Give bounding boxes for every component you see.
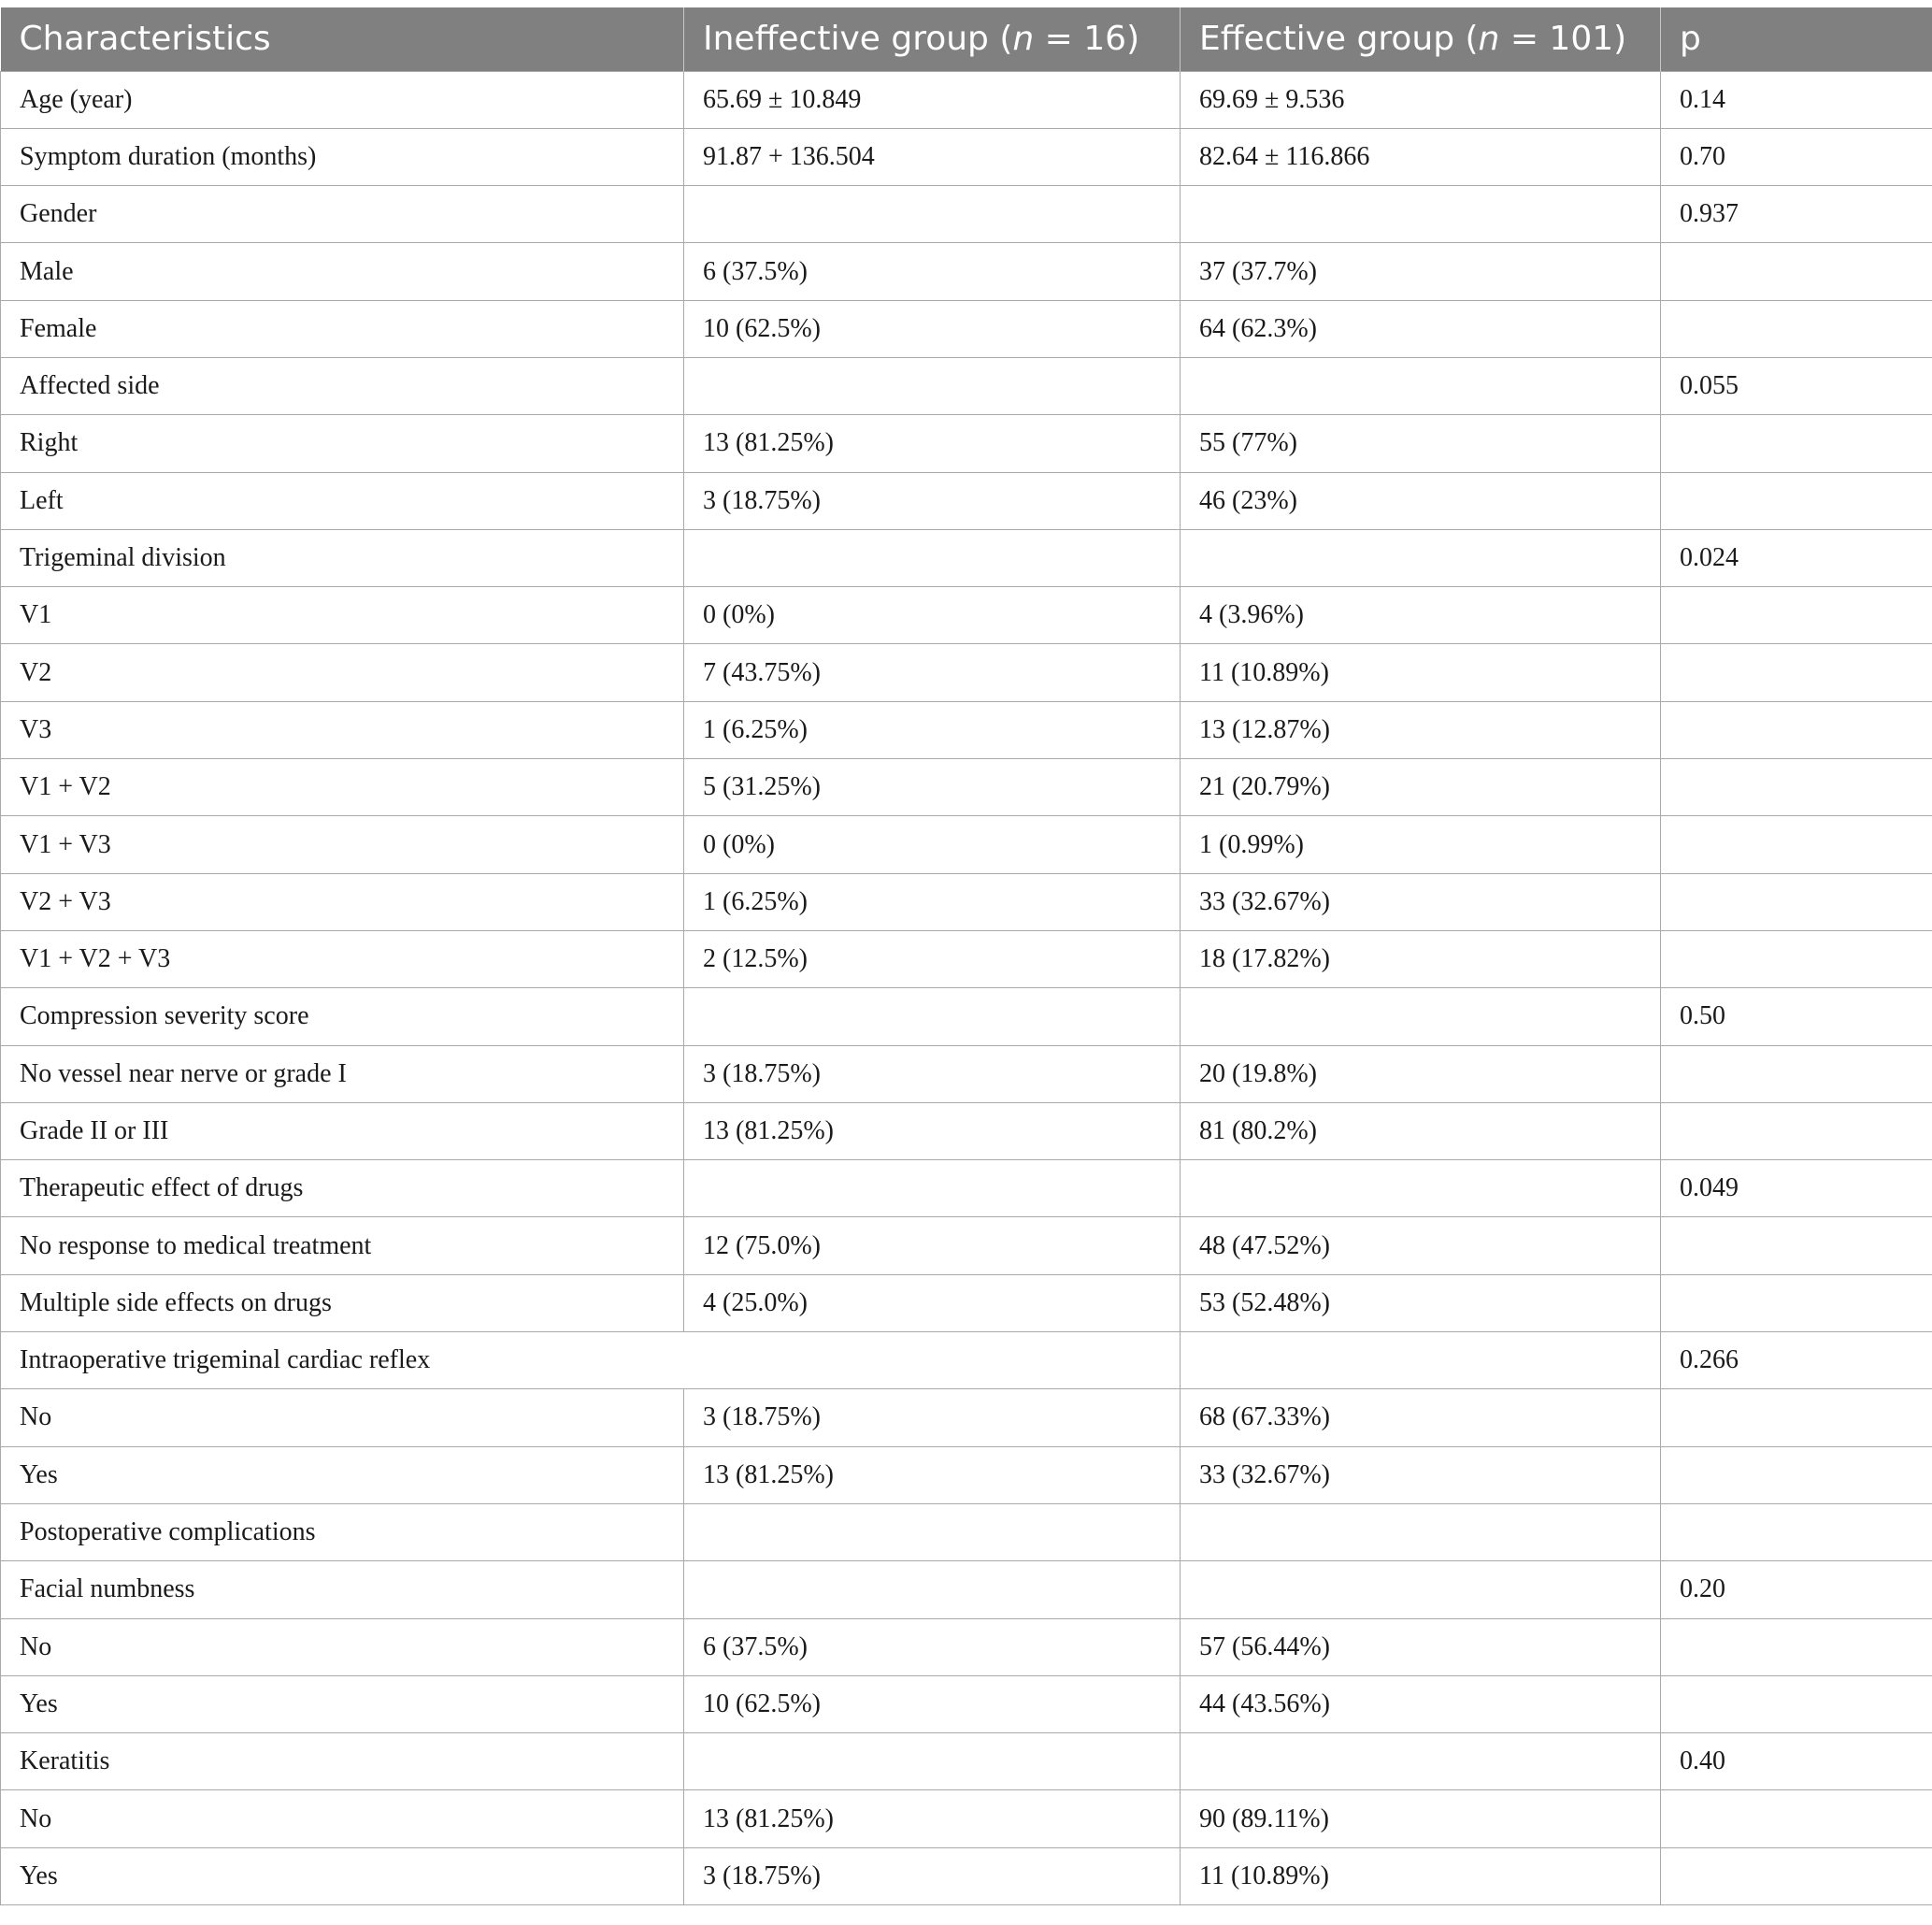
cell-ineffective: 3 (18.75%) (684, 472, 1181, 529)
cell-effective: 18 (17.82%) (1181, 930, 1661, 987)
cell-p (1661, 1790, 1932, 1847)
row-v1-v3 (1, 816, 1932, 873)
cell-p (1661, 1503, 1932, 1560)
cell-effective: 64 (62.3%) (1181, 300, 1661, 357)
cell-ineffective: 7 (43.75%) (684, 644, 1181, 701)
row-v1 (1, 587, 1932, 644)
cell-p (1661, 1217, 1932, 1274)
row-facial-numbness (1, 1561, 1932, 1618)
cell-p (1661, 1446, 1932, 1503)
cell-characteristic: Multiple side effects on drugs (1, 1274, 684, 1331)
cell-p: 0.50 (1661, 988, 1932, 1045)
cell-p (1661, 1102, 1932, 1159)
cell-characteristic: Keratitis (1, 1733, 684, 1790)
cell-p: 0.40 (1661, 1733, 1932, 1790)
row-affected-side (1, 357, 1932, 414)
cell-characteristic: Male (1, 243, 684, 300)
cell-effective: 4 (3.96%) (1181, 587, 1661, 644)
cell-p: 0.024 (1661, 529, 1932, 586)
cell-characteristic: Symptom duration (months) (1, 128, 684, 185)
cell-characteristic: Gender (1, 186, 684, 243)
cell-characteristic: V2 (1, 644, 684, 701)
cell-p: 0.14 (1661, 71, 1932, 128)
row-v1-v2 (1, 759, 1932, 816)
cell-effective: 33 (32.67%) (1181, 873, 1661, 930)
header-p-value: p (1661, 7, 1932, 71)
cell-effective: 57 (56.44%) (1181, 1618, 1661, 1675)
cell-effective (1181, 988, 1661, 1045)
cell-characteristic: Yes (1, 1446, 684, 1503)
row-v2-v3 (1, 873, 1932, 930)
row-v1-v2-v3 (1, 930, 1932, 987)
cell-p (1661, 1389, 1932, 1446)
cell-ineffective: 1 (6.25%) (684, 873, 1181, 930)
cell-p (1661, 1274, 1932, 1331)
cell-effective: 11 (10.89%) (1181, 644, 1661, 701)
cell-effective (1181, 357, 1661, 414)
cell-effective: 20 (19.8%) (1181, 1045, 1661, 1102)
cell-ineffective (684, 1503, 1181, 1560)
cell-p (1661, 701, 1932, 758)
cell-ineffective (684, 988, 1181, 1045)
cell-p (1661, 243, 1932, 300)
cell-p (1661, 816, 1932, 873)
cell-characteristic: No (1, 1618, 684, 1675)
cell-p (1661, 587, 1932, 644)
cell-effective: 68 (67.33%) (1181, 1389, 1661, 1446)
cell-p (1661, 930, 1932, 987)
cell-ineffective: 5 (31.25%) (684, 759, 1181, 816)
cell-p (1661, 1618, 1932, 1675)
cell-ineffective (684, 1733, 1181, 1790)
cell-ineffective: 2 (12.5%) (684, 930, 1181, 987)
cell-p: 0.055 (1661, 357, 1932, 414)
row-keratitis (1, 1733, 1932, 1790)
cell-characteristic: Facial numbness (1, 1561, 684, 1618)
cell-ineffective: 6 (37.5%) (684, 1618, 1181, 1675)
cell-ineffective: 10 (62.5%) (684, 1675, 1181, 1732)
cell-ineffective (684, 1160, 1181, 1217)
row-v3 (1, 701, 1932, 758)
cell-characteristic: Yes (1, 1675, 684, 1732)
cell-ineffective (684, 186, 1181, 243)
cell-effective: 82.64 ± 116.866 (1181, 128, 1661, 185)
cell-p (1661, 472, 1932, 529)
row-numbness-no (1, 1618, 1932, 1675)
row-cardiac-reflex (1, 1332, 1932, 1389)
header-row (1, 7, 1932, 71)
cell-effective: 21 (20.79%) (1181, 759, 1661, 816)
cell-characteristic: No vessel near nerve or grade I (1, 1045, 684, 1102)
cell-ineffective: 0 (0%) (684, 587, 1181, 644)
cell-characteristic: V1 (1, 587, 684, 644)
cell-effective (1181, 1503, 1661, 1560)
cell-effective (1181, 1561, 1661, 1618)
cell-p: 0.70 (1661, 128, 1932, 185)
cell-p (1661, 1847, 1932, 1904)
header-ineffective-group: Ineffective group (n = 16) (684, 7, 1181, 71)
row-reflex-yes (1, 1446, 1932, 1503)
cell-characteristic: Right (1, 415, 684, 472)
cell-ineffective: 13 (81.25%) (684, 1102, 1181, 1159)
row-gender (1, 186, 1932, 243)
row-keratitis-yes (1, 1847, 1932, 1904)
row-grade-2-3 (1, 1102, 1932, 1159)
cell-characteristic: V1 + V2 + V3 (1, 930, 684, 987)
row-compression-severity (1, 988, 1932, 1045)
cell-effective: 44 (43.56%) (1181, 1675, 1661, 1732)
cell-effective: 13 (12.87%) (1181, 701, 1661, 758)
row-symptom-duration (1, 128, 1932, 185)
cell-ineffective: 13 (81.25%) (684, 1790, 1181, 1847)
cell-p: 0.266 (1661, 1332, 1932, 1389)
cell-p: 0.20 (1661, 1561, 1932, 1618)
cell-characteristic: V1 + V2 (1, 759, 684, 816)
cell-characteristic: Grade II or III (1, 1102, 684, 1159)
cell-characteristic: No (1, 1790, 684, 1847)
cell-ineffective: 91.87 + 136.504 (684, 128, 1181, 185)
cell-effective: 1 (0.99%) (1181, 816, 1661, 873)
cell-effective: 55 (77%) (1181, 415, 1661, 472)
cell-characteristic: V1 + V3 (1, 816, 684, 873)
cell-ineffective: 3 (18.75%) (684, 1045, 1181, 1102)
cell-ineffective (684, 357, 1181, 414)
cell-ineffective: 65.69 ± 10.849 (684, 71, 1181, 128)
cell-ineffective: 12 (75.0%) (684, 1217, 1181, 1274)
cell-characteristic: Trigeminal division (1, 529, 684, 586)
cell-p (1661, 644, 1932, 701)
row-left (1, 472, 1932, 529)
row-female (1, 300, 1932, 357)
row-keratitis-no (1, 1790, 1932, 1847)
row-age (1, 71, 1932, 128)
cell-ineffective: 3 (18.75%) (684, 1847, 1181, 1904)
cell-characteristic: Compression severity score (1, 988, 684, 1045)
cell-ineffective: 3 (18.75%) (684, 1389, 1181, 1446)
row-no-response (1, 1217, 1932, 1274)
cell-effective: 90 (89.11%) (1181, 1790, 1661, 1847)
row-postoperative-complications (1, 1503, 1932, 1560)
cell-characteristic: V2 + V3 (1, 873, 684, 930)
row-right (1, 415, 1932, 472)
cell-p: 0.049 (1661, 1160, 1932, 1217)
cell-effective (1181, 1160, 1661, 1217)
cell-effective: 81 (80.2%) (1181, 1102, 1661, 1159)
cell-ineffective: 10 (62.5%) (684, 300, 1181, 357)
cell-ineffective: 13 (81.25%) (684, 1446, 1181, 1503)
row-v2 (1, 644, 1932, 701)
cell-p (1661, 415, 1932, 472)
cell-effective: 46 (23%) (1181, 472, 1661, 529)
cell-ineffective (684, 1332, 1181, 1389)
row-numbness-yes (1, 1675, 1932, 1732)
cell-ineffective: 6 (37.5%) (684, 243, 1181, 300)
cell-characteristic: Left (1, 472, 684, 529)
characteristics-table (0, 7, 1932, 1905)
cell-ineffective (684, 529, 1181, 586)
cell-characteristic: Intraoperative trigeminal cardiac reflex (1, 1332, 684, 1389)
cell-p (1661, 759, 1932, 816)
row-no-vessel-grade-1 (1, 1045, 1932, 1102)
row-male (1, 243, 1932, 300)
cell-effective: 11 (10.89%) (1181, 1847, 1661, 1904)
cell-characteristic: V3 (1, 701, 684, 758)
cell-p (1661, 873, 1932, 930)
cell-characteristic: No response to medical treatment (1, 1217, 684, 1274)
cell-characteristic: Affected side (1, 357, 684, 414)
cell-effective (1181, 1733, 1661, 1790)
cell-effective: 48 (47.52%) (1181, 1217, 1661, 1274)
cell-effective (1181, 186, 1661, 243)
cell-effective: 53 (52.48%) (1181, 1274, 1661, 1331)
cell-ineffective: 1 (6.25%) (684, 701, 1181, 758)
header-characteristics: Characteristics (1, 7, 684, 71)
cell-ineffective (684, 1561, 1181, 1618)
cell-p (1661, 300, 1932, 357)
cell-p: 0.937 (1661, 186, 1932, 243)
header-effective-group: Effective group (n = 101) (1181, 7, 1661, 71)
row-therapeutic-effect (1, 1160, 1932, 1217)
cell-characteristic: Age (year) (1, 71, 684, 128)
cell-effective (1181, 529, 1661, 586)
cell-p (1661, 1045, 1932, 1102)
cell-effective: 33 (32.67%) (1181, 1446, 1661, 1503)
row-side-effects (1, 1274, 1932, 1331)
cell-p (1661, 1675, 1932, 1732)
cell-characteristic: No (1, 1389, 684, 1446)
cell-characteristic: Therapeutic effect of drugs (1, 1160, 684, 1217)
cell-ineffective: 4 (25.0%) (684, 1274, 1181, 1331)
cell-ineffective: 13 (81.25%) (684, 415, 1181, 472)
cell-characteristic: Postoperative complications (1, 1503, 684, 1560)
cell-characteristic: Female (1, 300, 684, 357)
row-reflex-no (1, 1389, 1932, 1446)
cell-effective: 69.69 ± 9.536 (1181, 71, 1661, 128)
row-trigeminal-division (1, 529, 1932, 586)
cell-characteristic: Yes (1, 1847, 684, 1904)
cell-effective: 37 (37.7%) (1181, 243, 1661, 300)
cell-effective (1181, 1332, 1661, 1389)
cell-ineffective: 0 (0%) (684, 816, 1181, 873)
